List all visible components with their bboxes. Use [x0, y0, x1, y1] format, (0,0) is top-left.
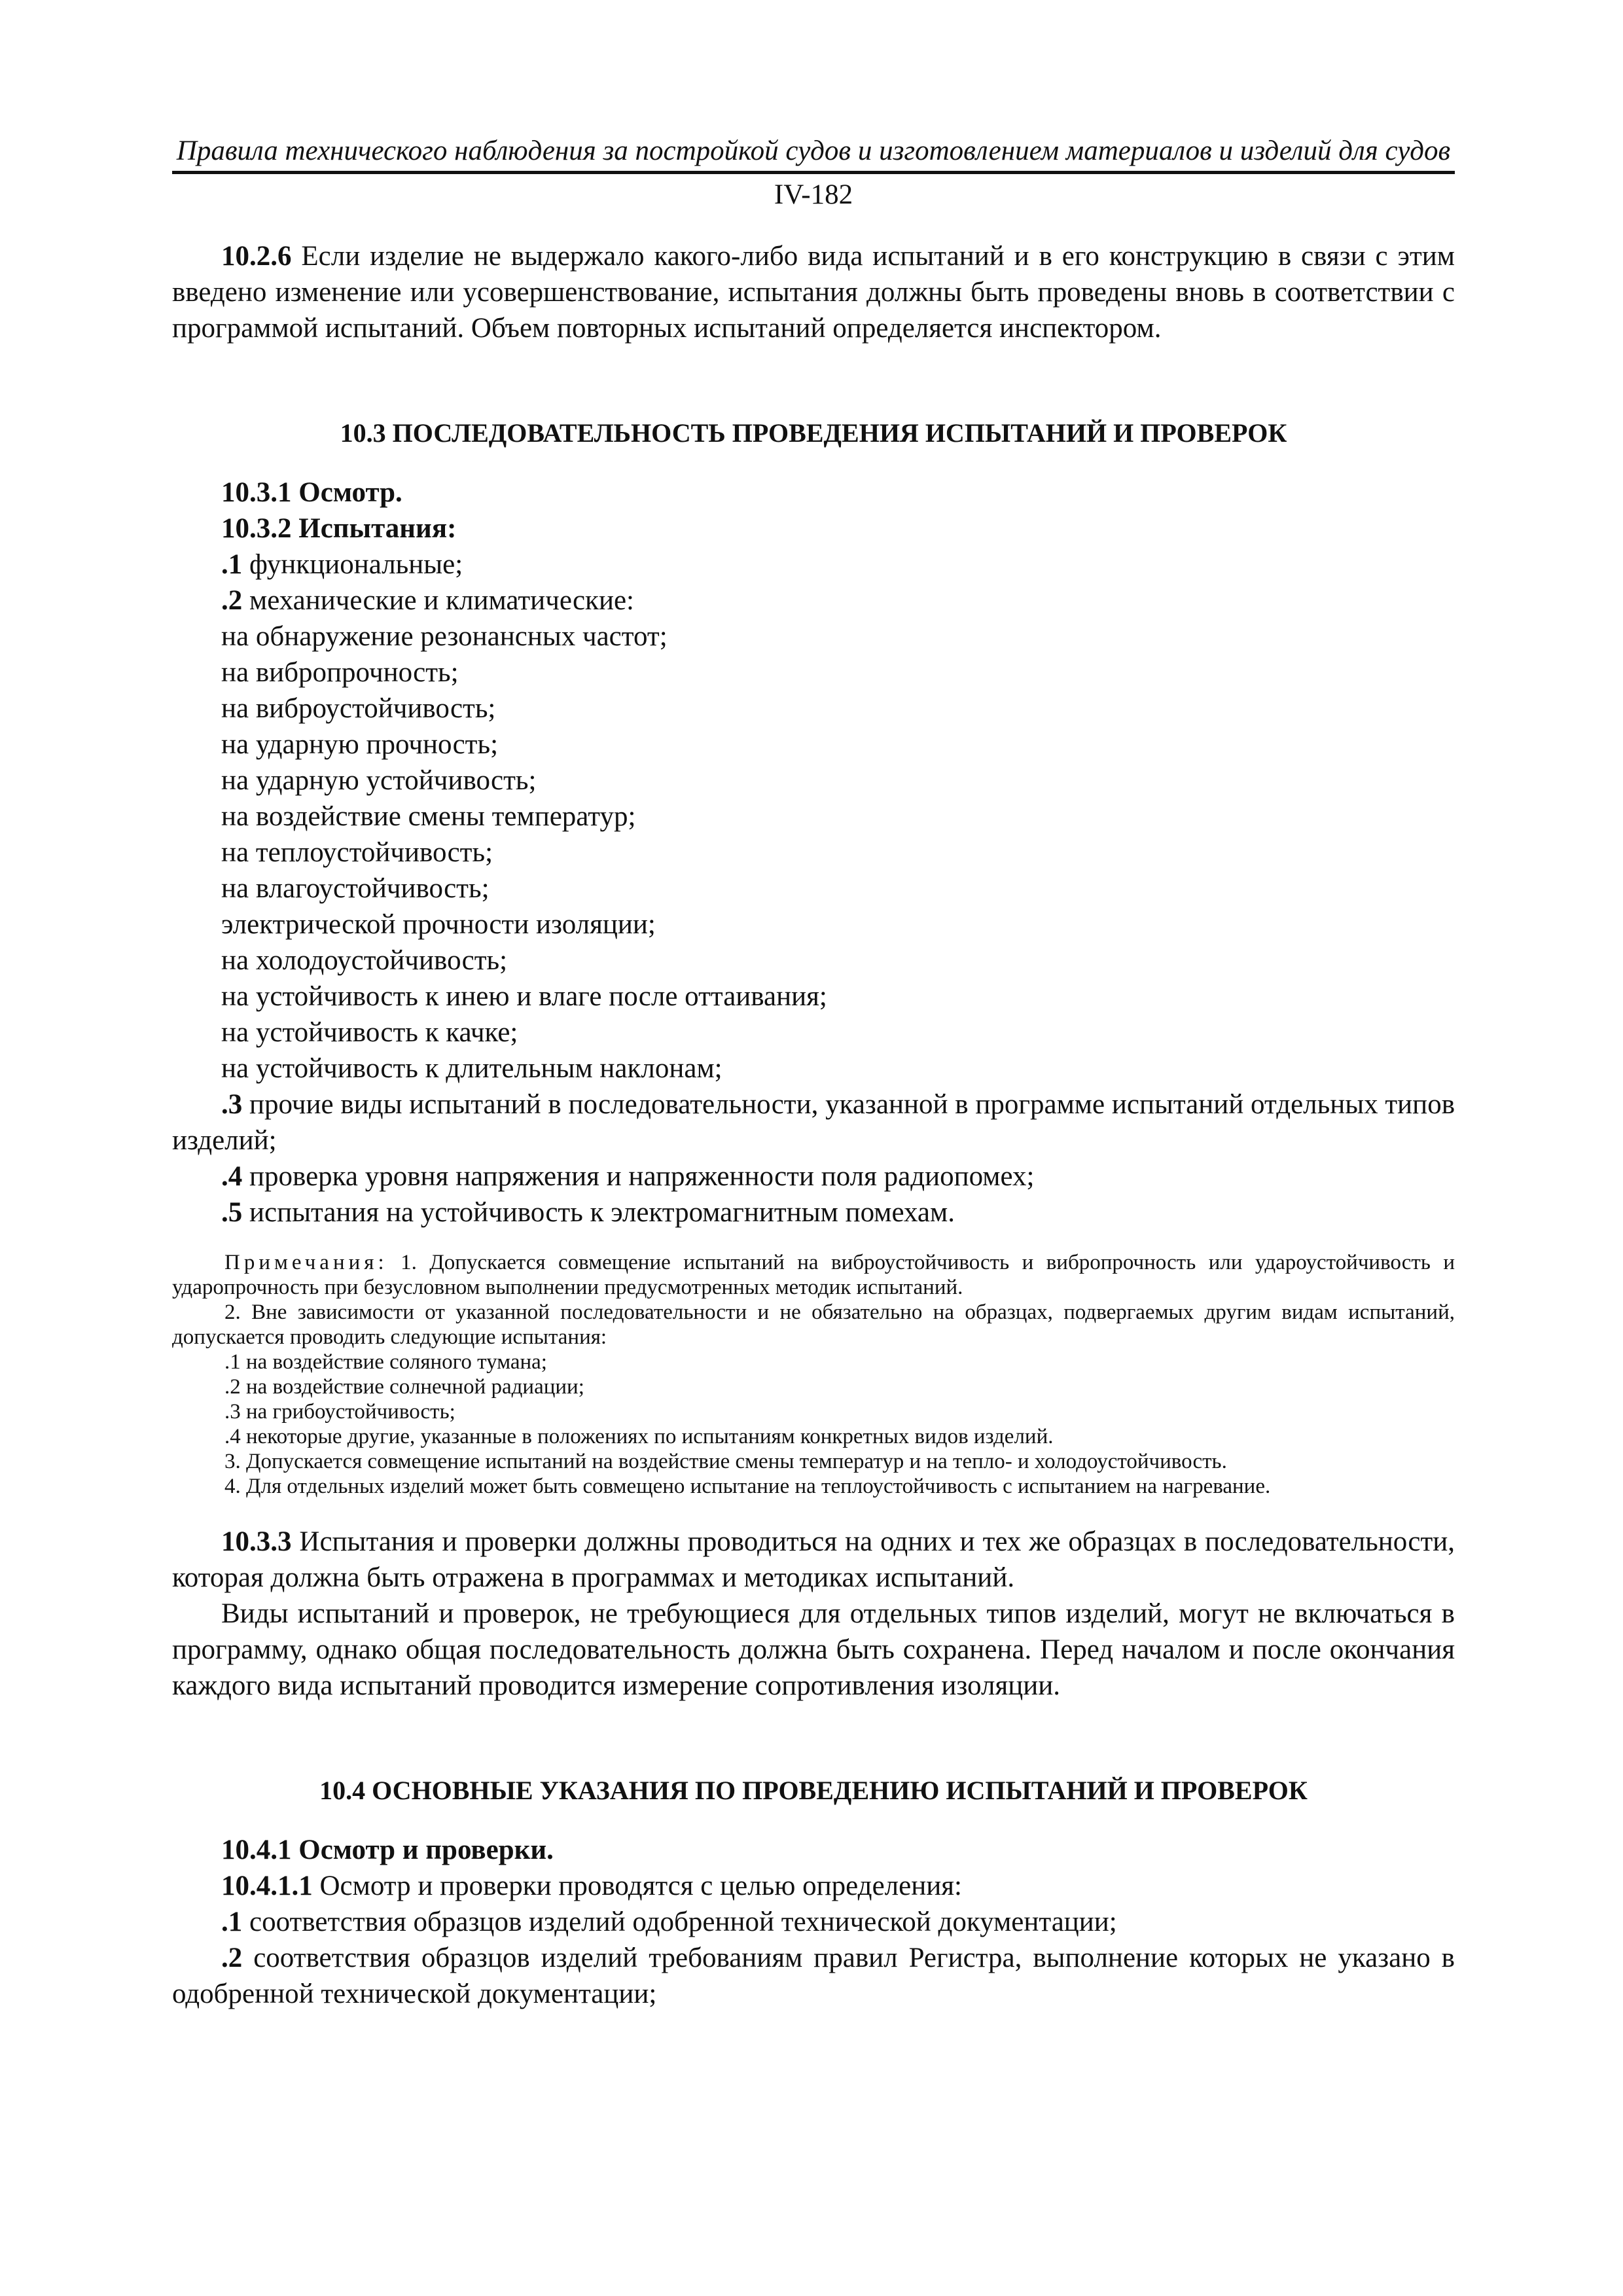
note-4: 4. Для отдельных изделий может быть совмещено испытание на теплоустойчивость с испытанием на нагревание.	[224, 1475, 1271, 1498]
list-text: прочие виды испытаний в последовательности, указанной в программе испытаний отдельных типов изделий;	[172, 1089, 1455, 1156]
notes-label: Примечания:	[224, 1251, 388, 1274]
list-text: функциональные;	[242, 549, 463, 580]
section-heading-10-3: 10.3 ПОСЛЕДОВАТЕЛЬНОСТЬ ПРОВЕДЕНИЯ ИСПЫТАНИЙ И ПРОВЕРОК	[340, 418, 1287, 448]
list-item	[172, 1158, 1455, 1194]
para-text: Испытания и проверки должны проводиться на одних и тех же образцах в последовательности, которая должна быть отражена в программах и методиках испытаний.	[172, 1526, 1455, 1593]
sub-item: на ударную прочность;	[221, 729, 499, 760]
sub-item: на холодоустойчивость;	[221, 945, 508, 976]
list-text: соответствия образцов изделий требованиям правил Регистра, выполнение которых не указано в одобренной технической документации;	[172, 1943, 1455, 2009]
list-number: .4	[221, 1161, 243, 1192]
list-number: .2	[221, 585, 243, 616]
sub-item: на теплоустойчивость;	[221, 837, 493, 868]
page-number: IV-182	[774, 179, 853, 210]
list-number: .2	[221, 1943, 243, 1973]
note-text: 1. Допускается совмещение испытаний на виброустойчивость и вибропрочность или удароустойчивость и ударопрочность при безусловном выполнении предусмотренных методик испытаний.	[172, 1251, 1455, 1299]
list-item	[172, 1194, 1455, 1230]
sub-item: на воздействие смены температур;	[221, 801, 636, 832]
list-number: .1	[221, 549, 243, 580]
list-text: испытания на устойчивость к электромагнитным помехам.	[242, 1197, 955, 1228]
document-page	[172, 134, 1455, 2012]
note-1	[172, 1250, 1455, 1300]
item-10-4-1: 10.4.1 Осмотр и проверки.	[221, 1835, 554, 1865]
para-text: Осмотр и проверки проводятся с целью определения:	[312, 1871, 962, 1901]
item-10-3-2: 10.3.2 Испытания:	[221, 513, 457, 544]
sub-item: на устойчивость к длительным наклонам;	[221, 1053, 722, 1084]
para-10-2-6	[172, 238, 1455, 346]
list-item	[172, 1086, 1455, 1158]
sub-item: на устойчивость к инею и влаге после оттаивания;	[221, 981, 827, 1012]
list-number: .5	[221, 1197, 243, 1228]
note-sub-item: .2 на воздействие солнечной радиации;	[224, 1375, 584, 1399]
sub-item: на обнаружение резонансных частот;	[221, 621, 668, 652]
para-text: Если изделие не выдержало какого-либо вида испытаний и в его конструкцию в связи с этим введено изменение или усовершенствование, испытания должны быть проведены вновь в соответствии с программой испытаний. Объем повторных испытаний определяется инспектором.	[172, 241, 1455, 344]
para-number: 10.3.3	[221, 1526, 292, 1557]
item-10-4-1-1	[172, 1868, 1455, 1904]
list-item	[172, 1904, 1455, 1940]
note-sub-item: .1 на воздействие соляного тумана;	[224, 1350, 547, 1374]
list-number: .1	[221, 1907, 243, 1937]
note-3: 3. Допускается совмещение испытаний на воздействие смены температур и на тепло- и холодоустойчивость.	[224, 1450, 1227, 1473]
note-2: 2. Вне зависимости от указанной последовательности и не обязательно на образцах, подвергаемых другим видам испытаний, допускается проводить следующие испытания:	[172, 1300, 1455, 1349]
para-number: 10.4.1.1	[221, 1871, 313, 1901]
sub-item: электрической прочности изоляции;	[221, 909, 656, 940]
header-rule	[172, 171, 1455, 174]
para-10-3-3	[172, 1524, 1455, 1596]
notes-block	[172, 1250, 1455, 1499]
sub-item: на виброустойчивость;	[221, 693, 496, 724]
list-text: проверка уровня напряжения и напряженности поля радиопомех;	[242, 1161, 1035, 1192]
item-10-3-1: 10.3.1 Осмотр.	[221, 477, 402, 508]
running-header: Правила технического наблюдения за постройкой судов и изготовлением материалов и изделий для судов	[176, 135, 1451, 166]
list-text: механические и климатические:	[242, 585, 634, 616]
sub-item: на устойчивость к качке;	[221, 1017, 518, 1048]
list-item	[172, 1940, 1455, 2012]
section-heading-10-4: 10.4 ОСНОВНЫЕ УКАЗАНИЯ ПО ПРОВЕДЕНИЮ ИСПЫТАНИЙ И ПРОВЕРОК	[319, 1776, 1308, 1805]
para-10-3-3-cont: Виды испытаний и проверок, не требующиеся для отдельных типов изделий, могут не включаться в программу, однако общая последовательность должна быть сохранена. Перед началом и после окончания каждого вида испытаний проводится измерение сопротивления изоляции.	[172, 1598, 1455, 1701]
list-item	[172, 547, 1455, 583]
list-text: соответствия образцов изделий одобренной технической документации;	[242, 1907, 1117, 1937]
sub-item: на влагоустойчивость;	[221, 873, 490, 904]
sub-item: на вибропрочность;	[221, 657, 459, 688]
sub-item: на ударную устойчивость;	[221, 765, 537, 796]
list-number: .3	[221, 1089, 243, 1120]
list-item	[172, 583, 1455, 619]
para-number: 10.2.6	[221, 241, 292, 272]
note-sub-item: .4 некоторые другие, указанные в положениях по испытаниям конкретных видов изделий.	[224, 1425, 1054, 1448]
note-sub-item: .3 на грибоустойчивость;	[224, 1400, 455, 1424]
